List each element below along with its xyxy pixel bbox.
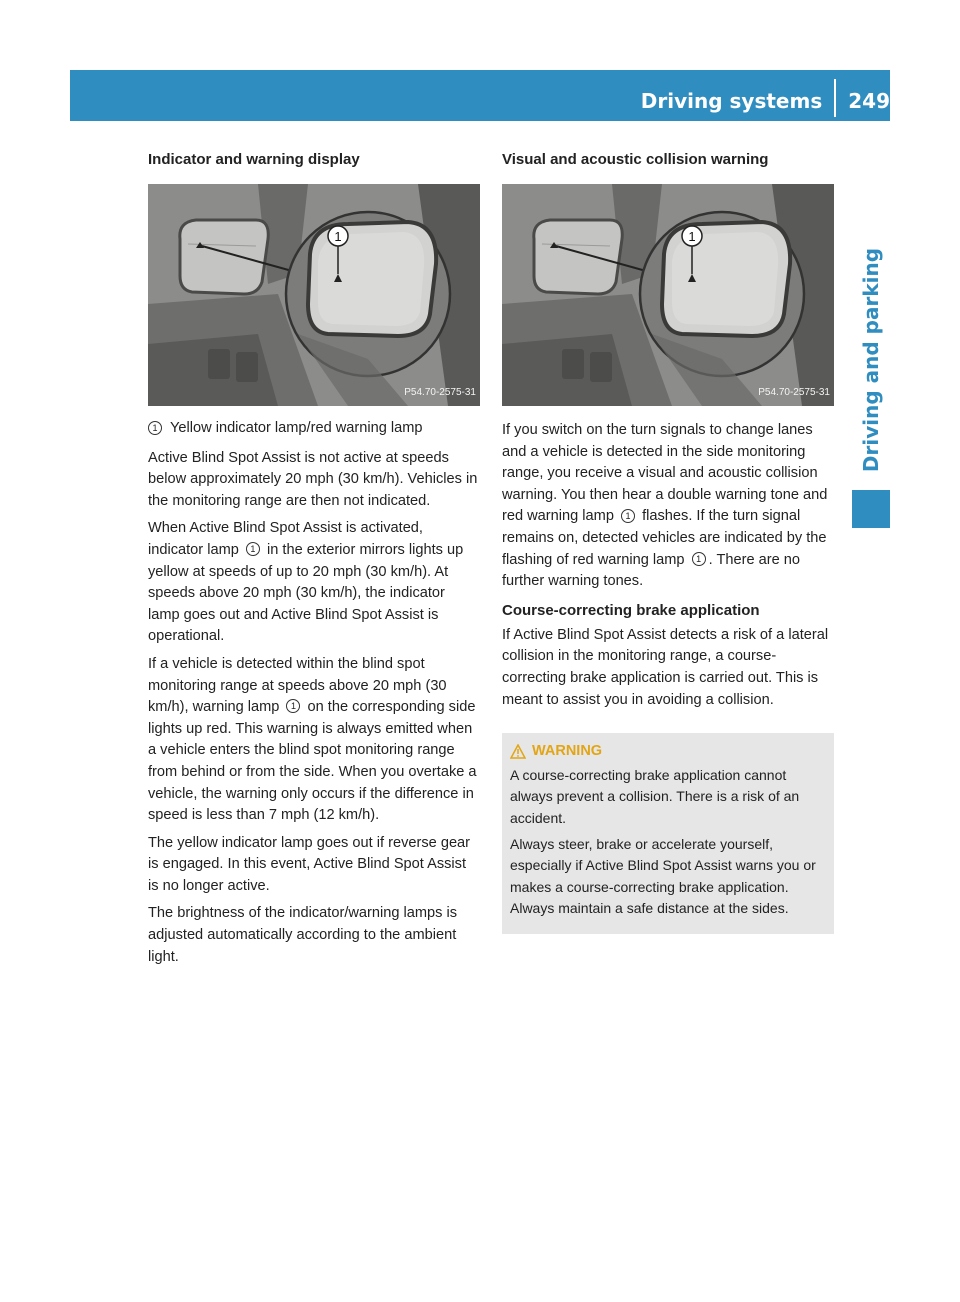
side-tab-marker: [852, 490, 890, 528]
warning-label: WARNING: [532, 743, 603, 760]
right-subheading: Course-correcting brake application: [502, 601, 760, 619]
figure-id: P54.70-2575-31: [404, 387, 476, 399]
warning-title: [510, 741, 826, 763]
right-column: [502, 150, 834, 934]
left-paragraph-2: [148, 518, 480, 648]
side-tab-label: Driving and parking: [859, 247, 883, 473]
svg-text:1: 1: [688, 229, 696, 244]
text-segment: If you switch on the turn signals to change lanes and a vehicle is detected in the side monitoring range, you receive a visual and acoustic collision warning. You then hear a double warning tone and red warning lamp: [502, 422, 828, 525]
callout-1-icon: 1: [286, 699, 300, 713]
page-number: 249: [848, 89, 890, 113]
section-title: Driving systems: [640, 89, 823, 113]
callout-1-icon: 1: [692, 552, 706, 566]
warning-box: [502, 733, 834, 934]
text-segment: When Active Blind Spot Assist is activated, indicator lamp: [148, 520, 423, 558]
left-column: [148, 150, 480, 974]
left-paragraph-4: The yellow indicator lamp goes out if reverse gear is engaged. In this event, Active Blind Spot Assist is no longer active.: [148, 834, 471, 894]
page-header: [641, 82, 890, 120]
text-segment: If a vehicle is detected within the blind spot monitoring range at speeds above 20 mph (30 km/h), warning lamp: [148, 655, 447, 716]
mirror-illustration: [148, 184, 480, 406]
mirror-figure-right: [502, 184, 834, 406]
warning-paragraph-1: A course-correcting brake application cannot always prevent a collision. There is a risk of an accident.: [510, 766, 800, 826]
mirror-figure-left: [148, 184, 480, 406]
text-segment: flashes. If the turn signal remains on, detected vehicles are indicated by the flashing of red warning lamp: [502, 508, 827, 568]
left-paragraph-5: The brightness of the indicator/warning lamps is adjusted automatically according to the ambient light.: [148, 905, 458, 965]
callout-1-icon: 1: [246, 542, 260, 556]
legend-text: Yellow indicator lamp/red warning lamp: [170, 420, 423, 436]
left-paragraph-3: [148, 654, 480, 827]
svg-text:1: 1: [334, 229, 342, 244]
warning-paragraph-2: Always steer, brake or accelerate yourself, especially if Active Blind Spot Assist warns you or makes a course-correcting brake application. Always maintain a safe distance at the sides.: [510, 835, 816, 917]
right-heading: Visual and acoustic collision warning: [502, 151, 769, 168]
figure-legend: [148, 418, 480, 440]
header-divider: [834, 79, 836, 117]
warning-triangle-icon: [510, 744, 526, 759]
text-segment: on the corresponding side lights up red. This warning is always emitted when a vehicle enters the blind spot monitoring range from behind or from the side. When you overtake a vehicle, the warning only occurs if the difference in speed is less than 7 mph (12 km/h).: [148, 699, 477, 824]
text-segment: . There are no further warning tones.: [502, 551, 800, 590]
side-tab: [852, 235, 890, 485]
left-heading: Indicator and warning display: [148, 151, 360, 168]
callout-1-icon: 1: [148, 421, 162, 435]
left-paragraph-1: Active Blind Spot Assist is not active at speeds below approximately 20 mph (30 km/h). Vehicles in the monitoring range are then not indicated.: [148, 449, 478, 509]
mirror-illustration: [502, 184, 834, 406]
right-paragraph-1: [502, 420, 834, 593]
right-paragraph-2: If Active Blind Spot Assist detects a risk of a lateral collision in the monitoring range, a course-correcting brake application is carried out. This is meant to assist you in avoiding a collision.: [502, 626, 829, 708]
callout-1-icon: 1: [621, 509, 635, 523]
figure-id: P54.70-2575-31: [758, 387, 830, 399]
text-segment: in the exterior mirrors lights up yellow at speeds of up to 20 mph (30 km/h). At speeds above 20 mph (30 km/h), the indicator lamp goes out and Active Blind Spot Assist is operational.: [148, 541, 464, 645]
